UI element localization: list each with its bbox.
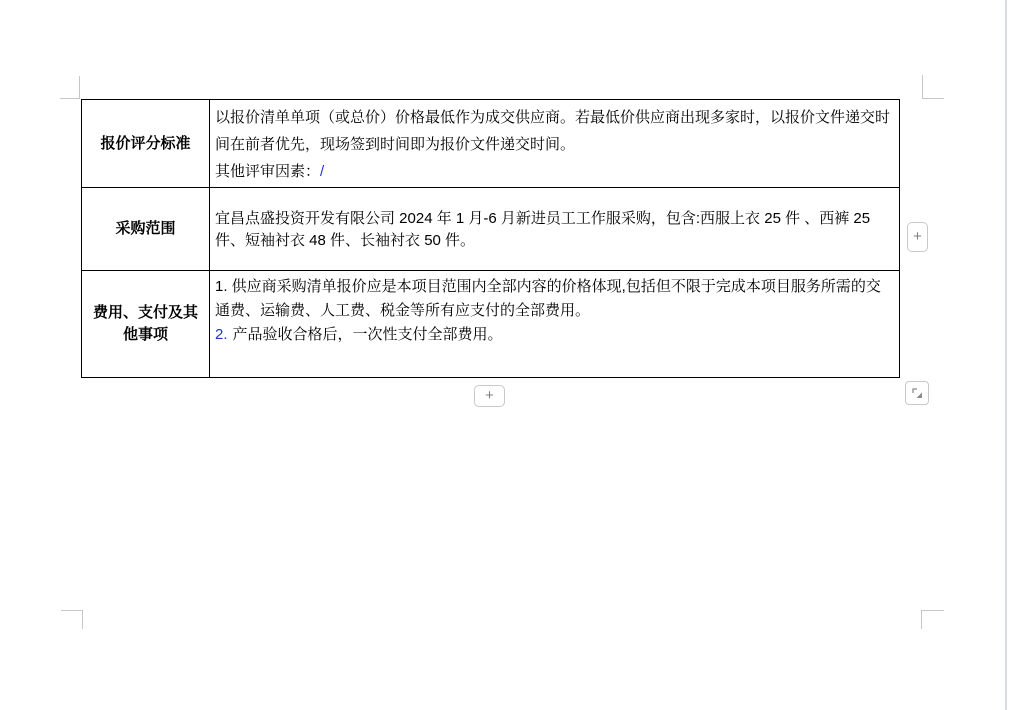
other-factor-label: 其他评审因素：: [215, 163, 321, 180]
margin-mark-top-right: [922, 75, 944, 99]
fees-item-1: 1. 供应商采购清单报价应是本项目范围内全部内容的价格体现,包括但不限于完成本项目服务所需的交通费、运输费、人工费、税金等所有应支付的全部费用。: [215, 278, 881, 319]
add-row-button[interactable]: [474, 385, 505, 407]
margin-mark-top-left: [60, 76, 80, 99]
fees-item-2: [215, 323, 895, 347]
margin-mark-bottom-right: [921, 610, 944, 629]
scoring-paragraph: 以报价清单单项（或总价）价格最低作为成交供应商。若最低价供应商出现多家时，以报价文件递交时间在前者优先，现场签到时间即为报价文件递交时间。: [215, 109, 891, 153]
table-row-fees-payment: [82, 271, 900, 378]
row-header-cell-scope[interactable]: [82, 188, 210, 271]
table-row-scoring-criteria: [82, 100, 900, 188]
resize-handle-icon: [911, 387, 924, 400]
row-body-cell-scoring[interactable]: [210, 100, 900, 188]
plus-icon: +: [913, 227, 922, 245]
row-body-cell-scope[interactable]: [210, 188, 900, 271]
add-column-button[interactable]: [907, 222, 928, 252]
fees-item-2-marker: 2.: [215, 326, 228, 343]
procurement-table: [81, 99, 900, 378]
row-header-cell-scoring[interactable]: [82, 100, 210, 188]
table-resize-button[interactable]: [905, 381, 929, 405]
other-factor-line: [215, 158, 895, 185]
row-header-cell-fees[interactable]: [82, 271, 210, 378]
other-factor-value: /: [320, 163, 325, 180]
table-row-procurement-scope: [82, 188, 900, 271]
row-body-cell-fees[interactable]: [210, 271, 900, 378]
page-right-edge: [1005, 0, 1007, 710]
plus-icon: +: [485, 386, 494, 404]
row-header-label: 报价评分标准: [100, 134, 191, 152]
row-header-label: 费用、支付及其他事项: [92, 304, 198, 343]
scope-paragraph: 宜昌点盛投资开发有限公司 2024 年 1 月-6 月新进员工工作服采购，包含:西服上衣 25 件 、西裤 25 件、短袖衬衣 48 件、长袖衬衣 50 件。: [215, 210, 871, 249]
row-header-label: 采购范围: [115, 220, 176, 237]
fees-item-2-text: 产品验收合格后，一次性支付全部费用。: [232, 326, 503, 343]
margin-mark-bottom-left: [61, 610, 83, 629]
